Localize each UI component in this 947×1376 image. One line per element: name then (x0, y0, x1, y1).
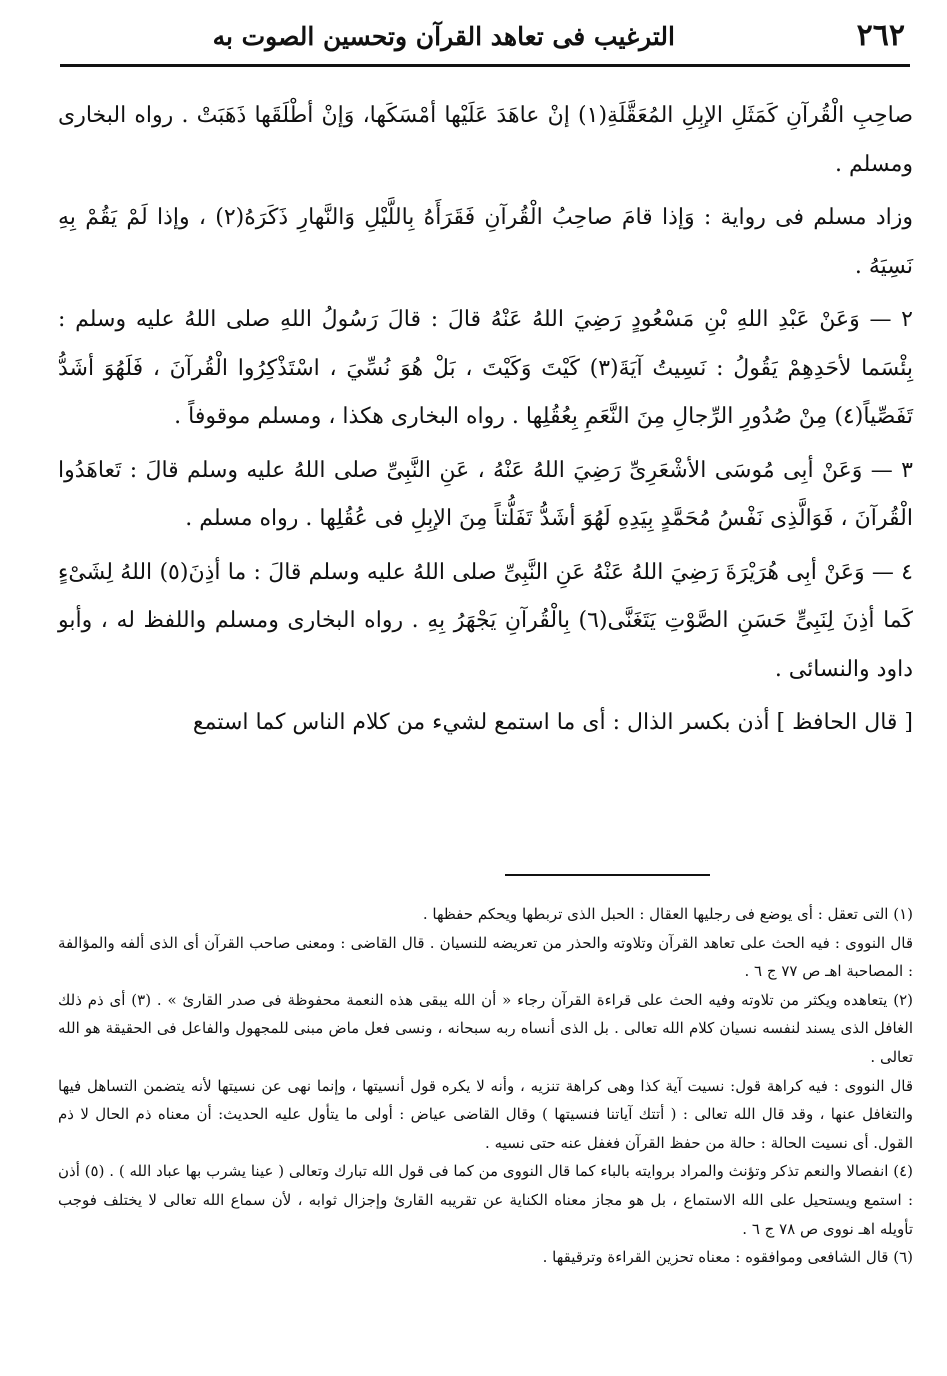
paragraph-muslim-addition: وزاد مسلم فى رواية : وَإذا قامَ صاحِبُ الْقُرآنِ فَقَرَأَهُ بِاللَّيْلِ وَالنَّهارِ ذَكَرَهُ(٢) ، وإذا لَمْ يَقُمْ بِهِ نَسِيَهُ . (58, 205, 913, 279)
footnote-1-nawawi: قال النووى : فيه الحث على تعاهد القرآن وتلاوته والحذر من تعريضه للنسيان . قال القاضى : ومعنى صاحب القرآن أى الذى ألفه والمؤالفة : المصاحبة اهـ ص ٧٧ ج ٦ . (58, 933, 913, 981)
footnotes (58, 900, 913, 1272)
footnote-6: (٦) قال الشافعى وموافقوه : معناه تحزين القراءة وترقيقها . (542, 1248, 913, 1267)
footnote-2-3: (٢) يتعاهده ويكثر من تلاوته وفيه الحث على قراءة القرآن رجاء « أن الله يبقى هذه النعمة محفوظة فى صدر القارئ » . (٣) أى ذم ذلك الغافل الذى يسند لنفسه نسيان كلام الله تعالى . بل الذى أنساه ربه سبحانه ، ونسى فعل ماض مبنى للمجهول والفاعل فى الحقيقة هو الله تعالى . (58, 990, 913, 1066)
paragraph-hafiz-comment: [ قال الحافظ ] أذن بكسر الذال : أى ما استمع لشيء من كلام الناس كما استمع (192, 710, 913, 735)
main-text (58, 92, 913, 748)
paragraph-hadith-1-end: صاحِبِ الْقُرآنِ كَمَثَلِ الإبِلِ المُعَقَّلَةِ(١) إنْ عاهَدَ عَلَيْها أمْسَكَها، وَإنْ أطْلَقَها ذَهَبَتْ . رواه البخارى ومسلم . (58, 103, 913, 177)
footnote-4-5: (٤) انفصالا والنعم تذكر وتؤنث والمراد بروايته بالباء كما قال النووى من كما فى قول الله تبارك وتعالى ( عينا يشرب بها عباد الله ) . (٥) أذن : استمع ويستحيل على الله الاستماع ، بل هو مجاز معناه الكناية عن تقريبه القارئ وإجزال ثوابه ، لأن سماع الله تعالى لا يختلف فوجب تأويله اهـ نووى ص ٧٨ ج ٦ . (58, 1162, 913, 1238)
footnote-rule (505, 874, 710, 876)
paragraph-hadith-2: ٢ — وَعَنْ عَبْدِ اللهِ بْنِ مَسْعُودٍ رَضِيَ اللهُ عَنْهُ قالَ : قالَ رَسُولُ اللهِ صلى اللهُ عليه وسلم : بِئْسَما لأحَدِهِمْ يَقُولُ : نَسِيتُ آيَةَ(٣) كَيْتَ وَكَيْتَ ، بَلْ هُوَ نُسِّيَ ، اسْتَذْكِرُوا الْقُرآنَ ، فَلَهُوَ أشَدُّ تَفَصِّياً(٤) مِنْ صُدُورِ الرِّجالِ مِنَ النَّعَمِ بِعُقُلِها . رواه البخارى هكذا ، ومسلم موقوفاً . (58, 307, 913, 429)
footnote-3-nawawi: قال النووى : فيه كراهة قول: نسيت آية كذا وهى كراهة تنزيه ، وأنه لا يكره قول أنسيتها ، وإنما نهى عن نسيتها لأنه يتضمن التساهل فيها والتغافل عنها ، وقد قال الله تعالى : ( أتتك آياتنا فنسيتها ) وقال القاضى عياض : أولى ما يتأول عليه الحديث: أن معناه ذم الحال لا ذم القول. أى نسيت الحالة : حالة من حفظ القرآن فغفل عنه حتى نسيه . (58, 1076, 913, 1152)
paragraph-hadith-3: ٣ — وَعَنْ أبِى مُوسَى الأشْعَرِىِّ رَضِيَ اللهُ عَنْهُ ، عَنِ النَّبِىِّ صلى اللهُ عليه وسلم قالَ : تَعاهَدُوا الْقُرآنَ ، فَوَالَّذِى نَفْسُ مُحَمَّدٍ بِيَدِهِ لَهُوَ أشَدُّ تَفَلُّتاً مِنَ الإبِلِ فى عُقُلِها . رواه مسلم . (58, 457, 913, 531)
header-rule (60, 64, 910, 67)
running-title: الترغيب فى تعاهد القرآن وتحسين الصوت به (212, 22, 675, 51)
footnote-1: (١) التى تعقل : أى يوضع فى رجليها العقال : الحبل الذى تربطها ويحكم حفظها . (422, 905, 913, 923)
page-number: ٢٦٢ (856, 18, 905, 53)
page-header (60, 14, 905, 62)
paragraph-hadith-4: ٤ — وَعَنْ أبِى هُرَيْرَةَ رَضِيَ اللهُ عَنْهُ عَنِ النَّبِىِّ صلى اللهُ عليه وسلم قالَ : ما أذِنَ(٥) اللهُ لِشَىْءٍ كَما أذِنَ لِنَبِىٍّ حَسَنِ الصَّوْتِ يَتَغَنَّى(٦) بِالْقُرآنِ يَجْهَرُ بِهِ . رواه البخارى ومسلم واللفظ له ، وأبو داود والنسائى . (58, 559, 913, 682)
